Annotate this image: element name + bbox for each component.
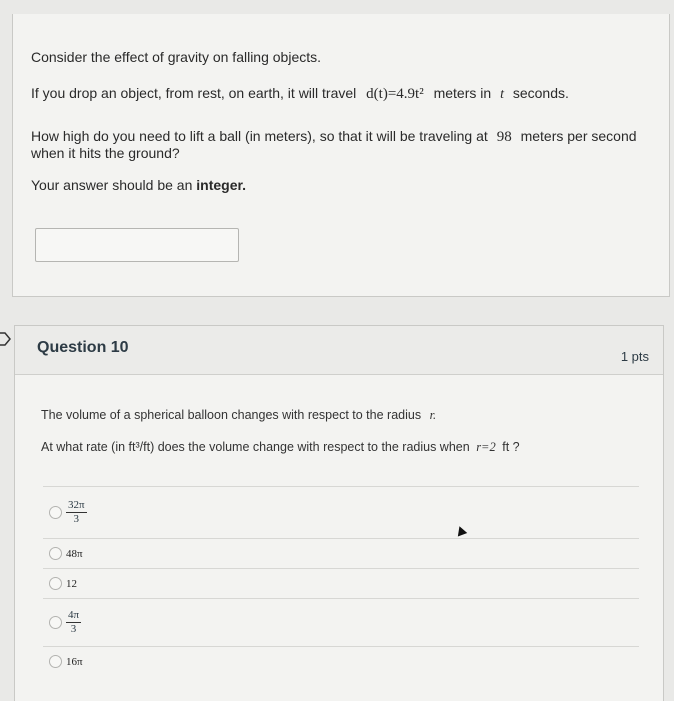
fraction: $\frac{4\pi}{3}$ (68, 609, 80, 635)
question-10-line-2: At what rate (in ft³/ft) does the volume change with respect to the radius when r=2 ft ? (41, 440, 520, 454)
radio-button[interactable] (49, 616, 62, 629)
question-9-line-3: How high do you need to lift a ball (in meters), so that it will be traveling at 98 meters per second (31, 128, 637, 145)
radio-button[interactable] (49, 506, 62, 519)
question-9-card (12, 14, 670, 297)
radio-button[interactable] (49, 577, 62, 590)
radio-button[interactable] (49, 547, 62, 560)
radio-button[interactable] (49, 655, 62, 668)
answer-options (43, 486, 639, 676)
question-9-line-2: If you drop an object, from rest, on earth, it will travel d(t)=4.9t² meters in t seconds. (31, 85, 569, 102)
answer-option-1[interactable] (43, 486, 639, 538)
question-10-line-1: The volume of a spherical balloon changes with respect to the radius r. (41, 408, 437, 422)
answer-option-5[interactable]: 16π (43, 646, 639, 676)
question-9-line-4: when it hits the ground? (31, 145, 180, 161)
question-points: 1 pts (620, 349, 649, 364)
question-9-line-1: Consider the effect of gravity on falling objects. (31, 49, 322, 65)
answer-option-3[interactable]: 12 (43, 568, 639, 598)
question-9-line-5: Your answer should be an integer. (31, 177, 247, 193)
fraction: $\frac{32\pi}{3}$ (68, 499, 85, 525)
question-10-card (14, 325, 664, 701)
question-marker-icon (0, 331, 12, 347)
question-10-header (15, 326, 663, 375)
question-title: Question 10 (37, 339, 129, 356)
answer-option-2[interactable]: 48π (43, 538, 639, 568)
answer-input[interactable] (35, 228, 239, 262)
distance-formula: d(t)=4.9t² (366, 86, 424, 102)
answer-option-4[interactable] (43, 598, 639, 646)
